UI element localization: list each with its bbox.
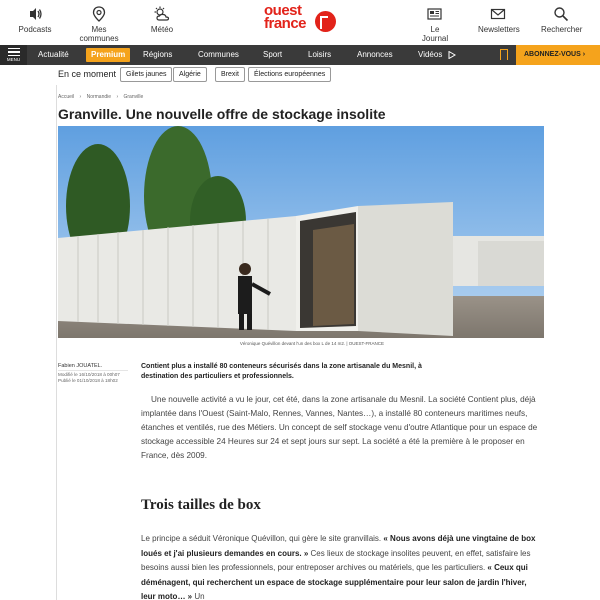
search-label: Rechercher (541, 25, 583, 34)
article-photo[interactable] (58, 126, 544, 338)
communes-label: Mes communes (79, 25, 119, 43)
nav-item-actualite[interactable]: Actualité (38, 50, 69, 59)
photo-caption: Véronique Quévillon devant l'un des box L de 14 m2. | OUEST-FRANCE (239, 341, 384, 346)
modified-date: Modifié le 16/10/2018 à 00h07 (58, 372, 120, 377)
chip-brexit[interactable]: Brexit (215, 67, 245, 82)
para2-quote-1: « Nous avons déjà une vingtaine de box loués et j'ai plusieurs demandes en cours. » (141, 534, 536, 558)
search-link[interactable] (541, 6, 581, 34)
nav-item-annonces[interactable]: Annonces (357, 50, 393, 59)
ouest-france-logo[interactable] (264, 4, 336, 34)
para2-text-a: Le principe a séduit Véronique Quévillon, qui gère le site granvillais. (141, 534, 384, 543)
breadcrumb-granville[interactable]: Granville (123, 94, 144, 100)
logo-mark-icon (315, 11, 336, 32)
para2-quote-2: « Ceux qui déménagent, qui recherchent un espace de stockage supplémentaire pour leur salon de jardin l'hiver, leur moto… » (141, 563, 528, 600)
containers-illustration (58, 126, 544, 338)
meteo-label: Météo (150, 25, 174, 34)
article-dates (58, 372, 120, 384)
chip-gilets-jaunes[interactable]: Gilets jaunes (120, 67, 172, 82)
author-name[interactable]: Fabien JOUATEL. (58, 363, 103, 369)
para2-text-c: Ces lieux de stockage insolites peuvent, en effet, satisfaire les besoins aussi bien les professionnels, pour entreposer archives ou matériels, que les particuliers. (141, 548, 531, 572)
journal-link[interactable] (418, 6, 452, 43)
newsletters-label: Newsletters (478, 25, 520, 34)
nav-item-communes[interactable]: Communes (198, 50, 239, 59)
chip-elections-europeennes[interactable]: Élections européennes (248, 67, 331, 82)
article-title: Granville. Une nouvelle offre de stockage insolite (58, 106, 386, 122)
breadcrumb-accueil[interactable]: Accueil (58, 94, 75, 100)
journal-label: Le Journal (421, 25, 449, 43)
location-pin-icon (92, 6, 106, 22)
logo-text: ouest france (264, 2, 307, 32)
subscribe-button[interactable]: ABONNEZ-VOUS › (516, 45, 600, 65)
bookmark-icon[interactable] (500, 49, 508, 60)
weather-icon (153, 6, 171, 22)
meteo-link[interactable] (148, 6, 176, 34)
menu-button[interactable] (0, 45, 27, 65)
top-utility-bar (0, 0, 600, 45)
mail-icon (490, 6, 506, 22)
nav-item-videos[interactable] (418, 45, 456, 65)
search-icon (553, 6, 569, 22)
section-heading: Trois tailles de box (141, 497, 261, 513)
podcasts-link[interactable] (18, 6, 52, 34)
chip-algerie[interactable]: Algérie (173, 67, 207, 82)
menu-label: MENU (6, 57, 21, 62)
hamburger-icon (8, 48, 20, 56)
para2-text-e: Un (192, 592, 205, 600)
podcasts-label: Podcasts (18, 25, 52, 34)
nav-item-regions[interactable]: Régions (143, 50, 173, 59)
article-lead: Contient plus a installé 80 conteneurs sécurisés dans la zone artisanale du Mesnil, à destination des particuliers et professionnels. (141, 363, 422, 380)
play-icon (448, 51, 456, 59)
breadcrumb-sep: › (116, 94, 119, 100)
newsletters-link[interactable] (478, 6, 518, 34)
published-date: Publié le 01/10/2018 à 18h02 (58, 378, 118, 383)
breadcrumb (58, 94, 147, 100)
newspaper-icon (426, 6, 444, 22)
left-rule (56, 85, 57, 600)
trending-bar (0, 65, 600, 85)
breadcrumb-sep: › (79, 94, 82, 100)
nav-item-premium[interactable]: Premium (86, 48, 130, 62)
nav-item-loisirs[interactable]: Loisirs (308, 50, 332, 59)
article-paragraph-2 (141, 532, 539, 600)
communes-link[interactable] (73, 6, 125, 43)
meta-divider (58, 370, 128, 371)
main-navigation (0, 45, 600, 65)
breadcrumb-normandie[interactable]: Normandie (86, 94, 112, 100)
nav-videos-label: Vidéos (418, 50, 443, 59)
nav-item-sport[interactable]: Sport (263, 50, 283, 59)
trending-label: En ce moment (58, 69, 117, 79)
podcast-icon (27, 6, 43, 22)
article-paragraph-1: Une nouvelle activité a vu le jour, cet été, dans la zone artisanale du Mesnil. La société Contient plus, déjà implantée dans l'Ouest (Saint-Malo, Rennes, Vannes, Nantes…), a installé 80 conteneurs maritimes neufs, étanches et ventilés, rue des Métiers. Un concept de self stockage venu d'outre Atlantique pour un espace de stockage accessible 24 Heures sur 24 et sept jours sur sept. La société a été la première à le proposer en France, dès 2009. (141, 395, 538, 460)
